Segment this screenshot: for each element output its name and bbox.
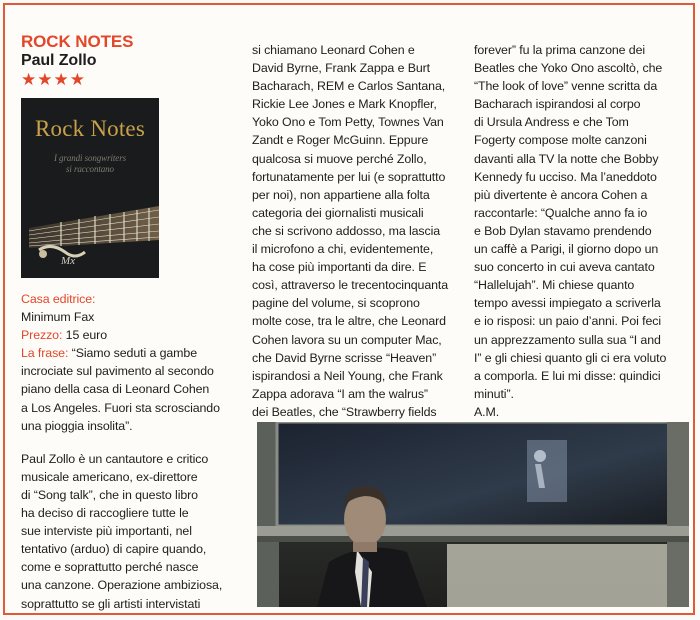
price-value: 15 euro <box>62 328 107 343</box>
body-line: a comporla. E lui mi disse: quindici <box>474 368 661 383</box>
body-paragraph-intro <box>21 450 233 613</box>
quote-line: una pioggia insolita”. <box>21 418 133 433</box>
body-line: David Byrne, Frank Zappa e Burt <box>252 61 431 76</box>
left-column <box>21 33 233 613</box>
publisher-label: Casa editrice: <box>21 292 96 306</box>
article-page <box>3 3 695 615</box>
body-line: Bacharach ispirandosi al corpo <box>474 97 641 112</box>
body-line: un apprezzamento sulla sua “I and <box>474 332 661 347</box>
body-line: musicale americano, ex-direttore <box>21 469 198 484</box>
book-author: Paul Zollo <box>21 52 97 69</box>
body-line: pagine del volume, si scoprono <box>252 296 420 311</box>
quote-line: “Siamo seduti a gambe <box>68 346 197 361</box>
body-line: Beatles che Yoko Ono ascoltò, che <box>474 61 663 76</box>
body-line: Zappa adorava “I am the walrus” <box>252 386 428 401</box>
body-line: dei Beatles, che “Strawberry fields <box>252 404 437 419</box>
quote-label: La frase: <box>21 346 69 361</box>
body-line: molte cose, tra le altre, che Leonard <box>252 314 446 329</box>
body-line: Zandt e Roger McGuinn. Eppure <box>252 133 429 148</box>
body-line: qualcosa si muove perché Zollo, <box>252 151 427 166</box>
body-line: e io risposi: un paio d’anni. Poi feci <box>474 314 661 329</box>
body-line: fortunatamente per lui (e soprattutto <box>252 169 446 184</box>
body-line: Cohen lavora su un computer Mac, <box>252 332 442 347</box>
cover-title: Rock Notes <box>35 116 145 141</box>
body-line: tentativo (arduo) di capire quando, <box>21 542 207 557</box>
body-line: “Hallelujah”. Mi chiese quanto <box>474 278 635 293</box>
body-line: minuti”. <box>474 386 514 401</box>
body-line: forever” fu la prima canzone dei <box>474 43 646 57</box>
quote-line: a Los Angeles. Fuori sta scrosciando <box>21 400 220 415</box>
body-line: tempo avessi impiegato a scriverla <box>474 296 661 311</box>
body-line: Fogerty compose molte canzoni <box>474 133 647 148</box>
body-line: ha deciso di raccogliere tutte le <box>21 506 189 521</box>
cover-subtitle-line: si raccontano <box>66 164 114 174</box>
publisher-logo: Mx <box>61 254 75 267</box>
body-line: Rickie Lee Jones e Mark Knopfler, <box>252 97 437 112</box>
quote-line: piano della casa di Leonard Cohen <box>21 382 210 397</box>
body-line: per noi), non appartiene alla folta <box>252 187 430 202</box>
byline: A.M. <box>474 404 500 419</box>
body-line: ha cose più importanti da dire. E <box>252 260 427 275</box>
body-line: più divertente è ancora Cohen a <box>474 187 648 202</box>
body-line: un caffè a Parigi, il giorno dopo un <box>474 242 659 257</box>
body-line: di Ursula Andress e che Tom <box>474 115 629 130</box>
book-meta <box>21 290 233 435</box>
book-cover-image <box>21 98 159 278</box>
body-line: soprattutto se gli artisti intervistati <box>21 596 201 611</box>
quote-line: incrociate sul pavimento al secondo <box>21 364 214 379</box>
body-line: ispirandosi a Neil Young, che Frank <box>252 368 443 383</box>
right-column <box>474 41 684 421</box>
body-line: Bacharach, REM e Carlos Santana, <box>252 79 446 94</box>
body-line: e Bob Dylan stavamo prendendo <box>474 223 652 238</box>
body-line: raccontarle: “Qualche anno fa io <box>474 205 648 220</box>
body-line: davanti alla TV la notte che Bobby <box>474 151 659 166</box>
leonard-cohen-photo <box>257 422 689 607</box>
body-line: una canzone. Operazione ambiziosa, <box>21 578 223 593</box>
body-line: suo concerto in cui aveva cantato <box>474 260 655 275</box>
body-line: sue interviste più importanti, nel <box>21 524 192 539</box>
guitar-fretboard-icon <box>21 168 159 278</box>
body-line: I” e gli chiesi quanto gli ci era voluto <box>474 350 667 365</box>
body-line: “The look of love” venne scritta da <box>474 79 658 94</box>
body-line: si chiamano Leonard Cohen e <box>252 43 415 57</box>
body-line: Paul Zollo è un cantautore e critico <box>21 451 209 466</box>
body-line: Kennedy fu ucciso. Ma l’aneddoto <box>474 169 657 184</box>
body-line: come e soprattutto perché nasce <box>21 560 199 575</box>
body-line: Yoko Ono e Tom Petty, Townes Van <box>252 115 444 130</box>
middle-column <box>252 41 462 421</box>
body-line: il microfono a chi, evidentemente, <box>252 242 434 257</box>
portrait-photo-illustration <box>257 422 689 607</box>
section-kicker: ROCK NOTES <box>21 32 134 51</box>
body-line: che si scrivono addosso, ma lascia <box>252 223 441 238</box>
publisher-value: Minimum Fax <box>21 310 95 325</box>
body-line: categoria dei giornalisti musicali <box>252 205 424 220</box>
body-line: di “Song talk”, che in questo libro <box>21 487 198 502</box>
body-line: così, attraverso le trecentocinquanta <box>252 278 449 293</box>
cover-subtitle-line: I grandi songwriters <box>53 153 126 163</box>
body-line: che David Byrne scrisse “Heaven” <box>252 350 437 365</box>
price-label: Prezzo: <box>21 328 63 343</box>
rating-stars: ★★★★ <box>21 70 86 89</box>
